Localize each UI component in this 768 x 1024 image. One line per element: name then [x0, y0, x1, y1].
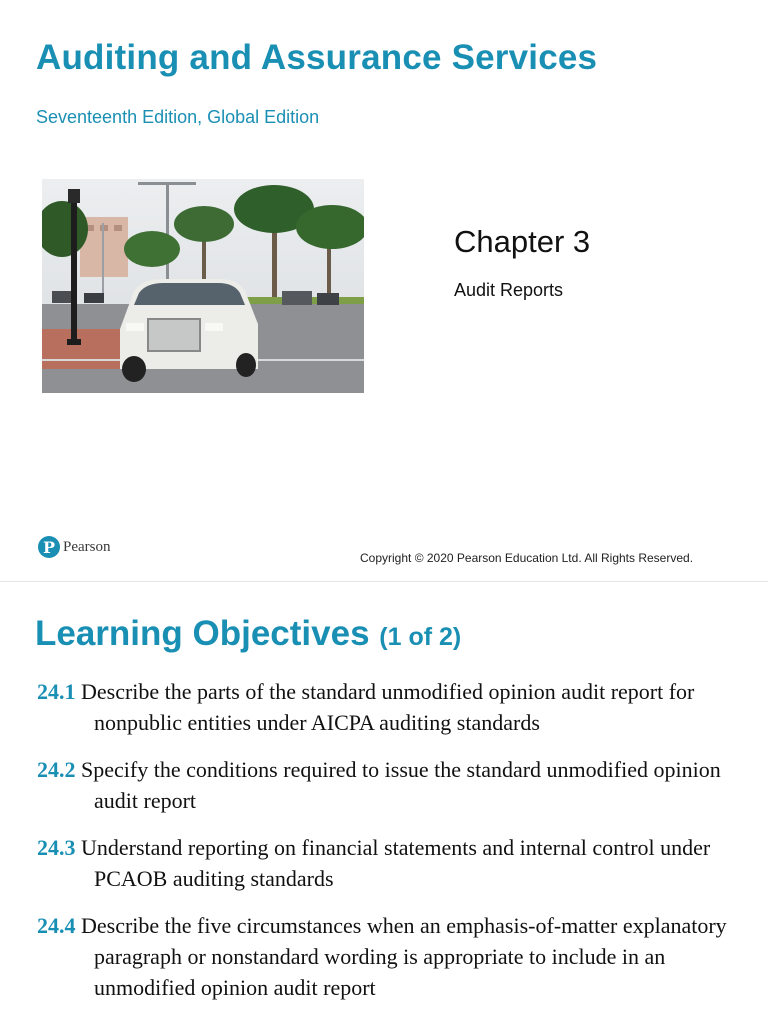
objective-item	[37, 832, 737, 894]
logo-wordmark: Pearson	[63, 538, 111, 555]
objective-text: Specify the conditions required to issue the standard unmodified opinion audit report	[81, 757, 721, 813]
objective-item	[37, 676, 737, 738]
copyright-notice: Copyright © 2020 Pearson Education Ltd. All Rights Reserved.	[360, 551, 694, 565]
objective-number: 24.4	[37, 913, 76, 938]
edition-subtitle: Seventeenth Edition, Global Edition	[36, 107, 320, 127]
objective-item	[37, 754, 737, 816]
objective-text: Describe the parts of the standard unmodified opinion audit report for nonpublic entities under AICPA auditing standards	[81, 679, 695, 735]
objectives-list	[37, 676, 737, 1019]
slide-part-indicator: (1 of 2)	[379, 623, 462, 651]
objective-number: 24.3	[37, 835, 76, 860]
objective-number: 24.2	[37, 757, 76, 782]
objective-text: Describe the five circumstances when an emphasis-of-matter explanatory paragraph or nonstandard wording is appropriate to include in an unmodified opinion audit report	[81, 913, 727, 1000]
objectives-heading: Learning Objectives	[35, 614, 370, 653]
pearson-logo-icon: P	[38, 536, 60, 558]
cover-photo	[42, 179, 364, 393]
objectives-title	[35, 614, 461, 654]
pearson-logo	[38, 536, 111, 558]
chapter-number: Chapter 3	[454, 224, 591, 259]
objective-number: 24.1	[37, 679, 76, 704]
objective-text: Understand reporting on financial statements and internal control under PCAOB auditing standards	[81, 835, 711, 891]
book-title: Auditing and Assurance Services	[36, 38, 598, 77]
objectives-slide	[0, 582, 768, 1024]
objective-item	[37, 910, 737, 1003]
chapter-title: Audit Reports	[454, 280, 564, 300]
